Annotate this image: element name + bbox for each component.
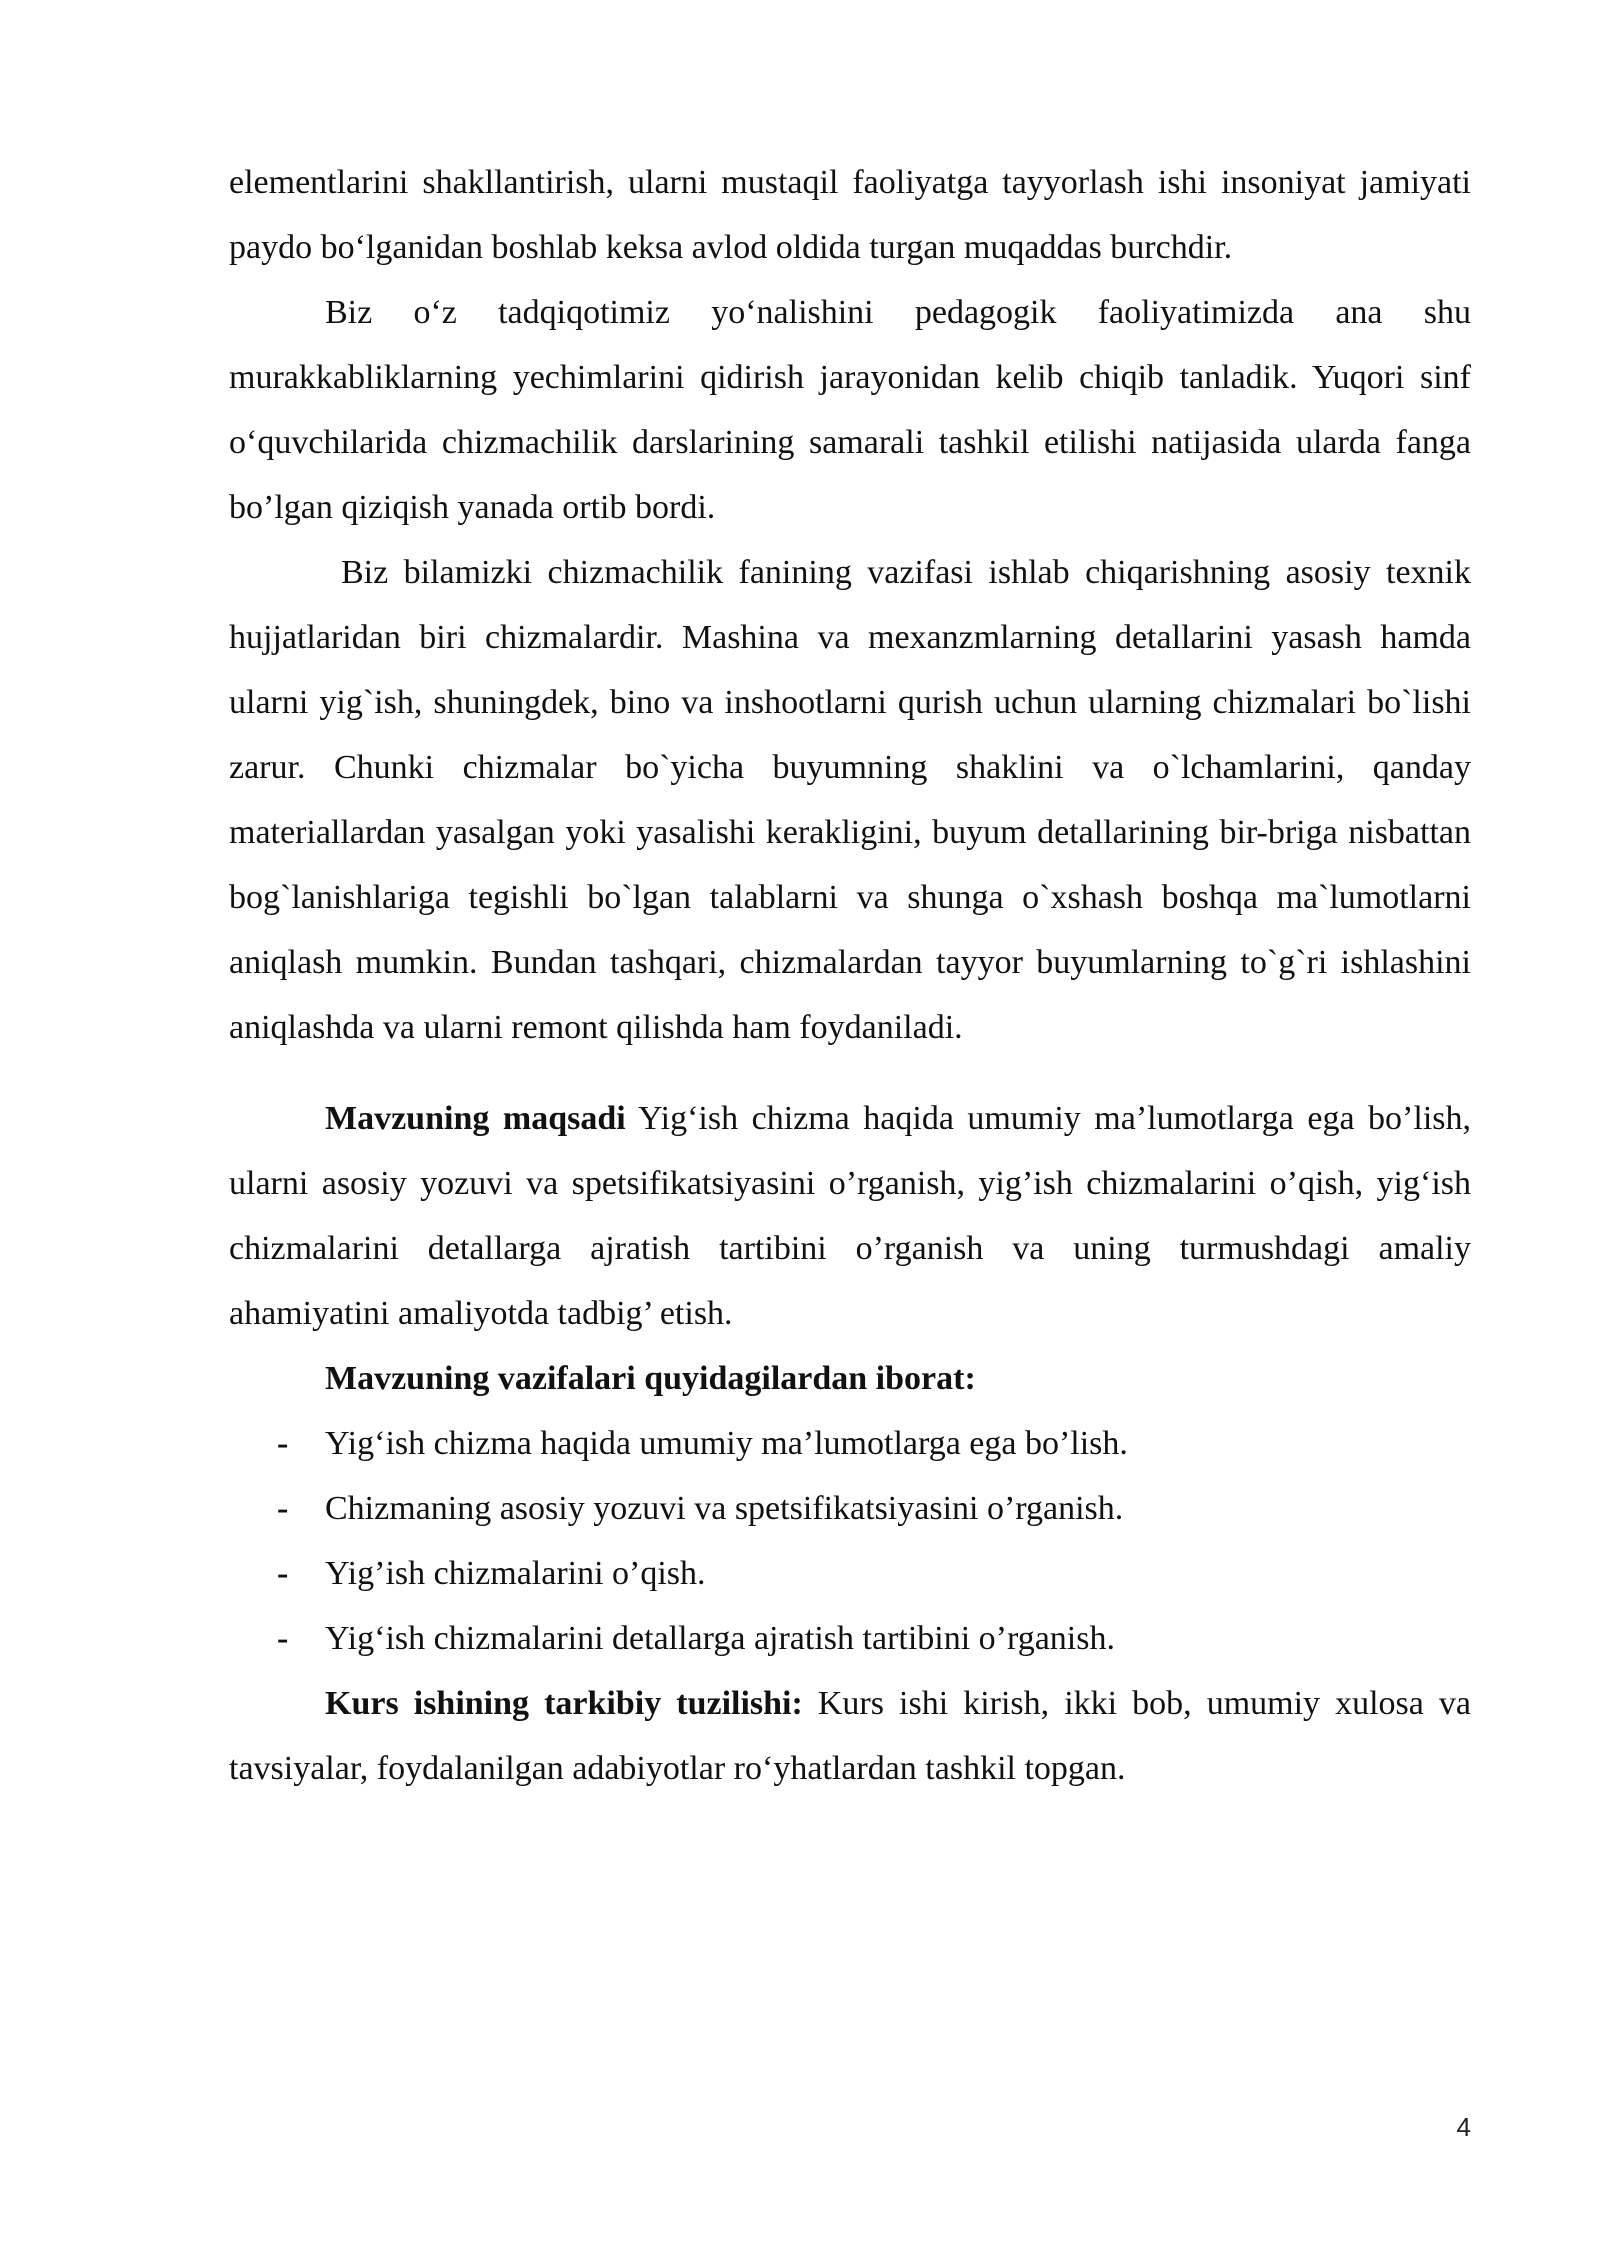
paragraph-research-direction: Biz o‘z tadqiqotimiz yo‘nalishini pedagogik faoliyatimizda ana shu murakkabliklarning yechimlarini qidirish jarayonidan kelib chiqib tanladik. Yuqori sinf o‘quvchilarida chizmachilik darslarining samarali tashkil etilishi natijasida ularda fanga bo’lgan qiziqish yanada ortib bordi. <box>229 294 1471 526</box>
dash-bullet: - <box>277 1490 289 1527</box>
paragraph-course-structure <box>229 1671 1471 1801</box>
dash-bullet: - <box>277 1425 289 1462</box>
tasks-heading: Mavzuning vazifalari quyidagilardan iborat: <box>325 1360 976 1397</box>
list-item <box>229 1606 1471 1671</box>
list-item-text: Yig’ish chizmalarini o’qish. <box>325 1555 706 1592</box>
list-item <box>229 1541 1471 1606</box>
topic-goal-text: Yig‘ish chizma haqida umumiy ma’lumotlarga ega bo’lish, ularni asosiy yozuvi va spetsifikatsiyasini o’rganish, yig’ish chizmalarini o’qish, yig‘ish chizmalarini detallarga ajratish tartibini o’rganish va uning turmushdagi amaliy ahamiyatini amaliyotda tadbig’ etish. <box>229 1100 1471 1332</box>
paragraph-drawing-purpose: Biz bilamizki chizmachilik fanining vazifasi ishlab chiqarishning asosiy texnik hujjatlaridan biri chizmalardir. Mashina va mexanzmlarning detallarini yasash hamda ularni yig`ish, shuningdek, bino va inshootlarni qurish uchun ularning chizmalari bo`lishi zarur. Chunki chizmalar bo`yicha buyumning shaklini va o`lchamlarini, qanday materiallardan yasalgan yoki yasalishi kerakligini, buyum detallarining bir-briga nisbattan bog`lanishlariga tegishli bo`lgan talablarni va shunga o`xshash boshqa ma`lumotlarni aniqlash mumkin. Bundan tashqari, chizmalardan tayyor buyumlarning to`g`ri ishlashini aniqlashda va ularni remont qilishda ham foydaniladi. <box>229 554 1471 1046</box>
topic-goal-label: Mavzuning maqsadi <box>325 1100 626 1137</box>
page-body <box>229 150 1471 1801</box>
list-item <box>229 1411 1471 1476</box>
tasks-list <box>229 1411 1471 1671</box>
list-item <box>229 1476 1471 1541</box>
course-structure-label: Kurs ishining tarkibiy tuzilishi: <box>325 1685 803 1722</box>
dash-bullet: - <box>277 1555 289 1592</box>
page-number: 4 <box>1456 2112 1471 2142</box>
list-item-text: Yig‘ish chizmalarini detallarga ajratish tartibini o’rganish. <box>325 1620 1115 1657</box>
list-item-text: Yig‘ish chizma haqida umumiy ma’lumotlarga ega bo’lish. <box>325 1425 1128 1462</box>
course-structure-text: Kurs ishi kirish, ikki bob, umumiy xulosa va tavsiyalar, foydalanilgan adabiyotlar ro‘yhatlardan tashkil topgan. <box>229 1685 1471 1787</box>
paragraph-continuation: elementlarini shakllantirish, ularni mustaqil faoliyatga tayyorlash ishi insoniyat jamiyati paydo bo‘lganidan boshlab keksa avlod oldida turgan muqaddas burchdir. <box>229 164 1471 266</box>
paragraph-topic-goal <box>229 1086 1471 1346</box>
list-item-text: Chizmaning asosiy yozuvi va spetsifikatsiyasini o’rganish. <box>325 1490 1124 1527</box>
dash-bullet: - <box>277 1620 289 1657</box>
